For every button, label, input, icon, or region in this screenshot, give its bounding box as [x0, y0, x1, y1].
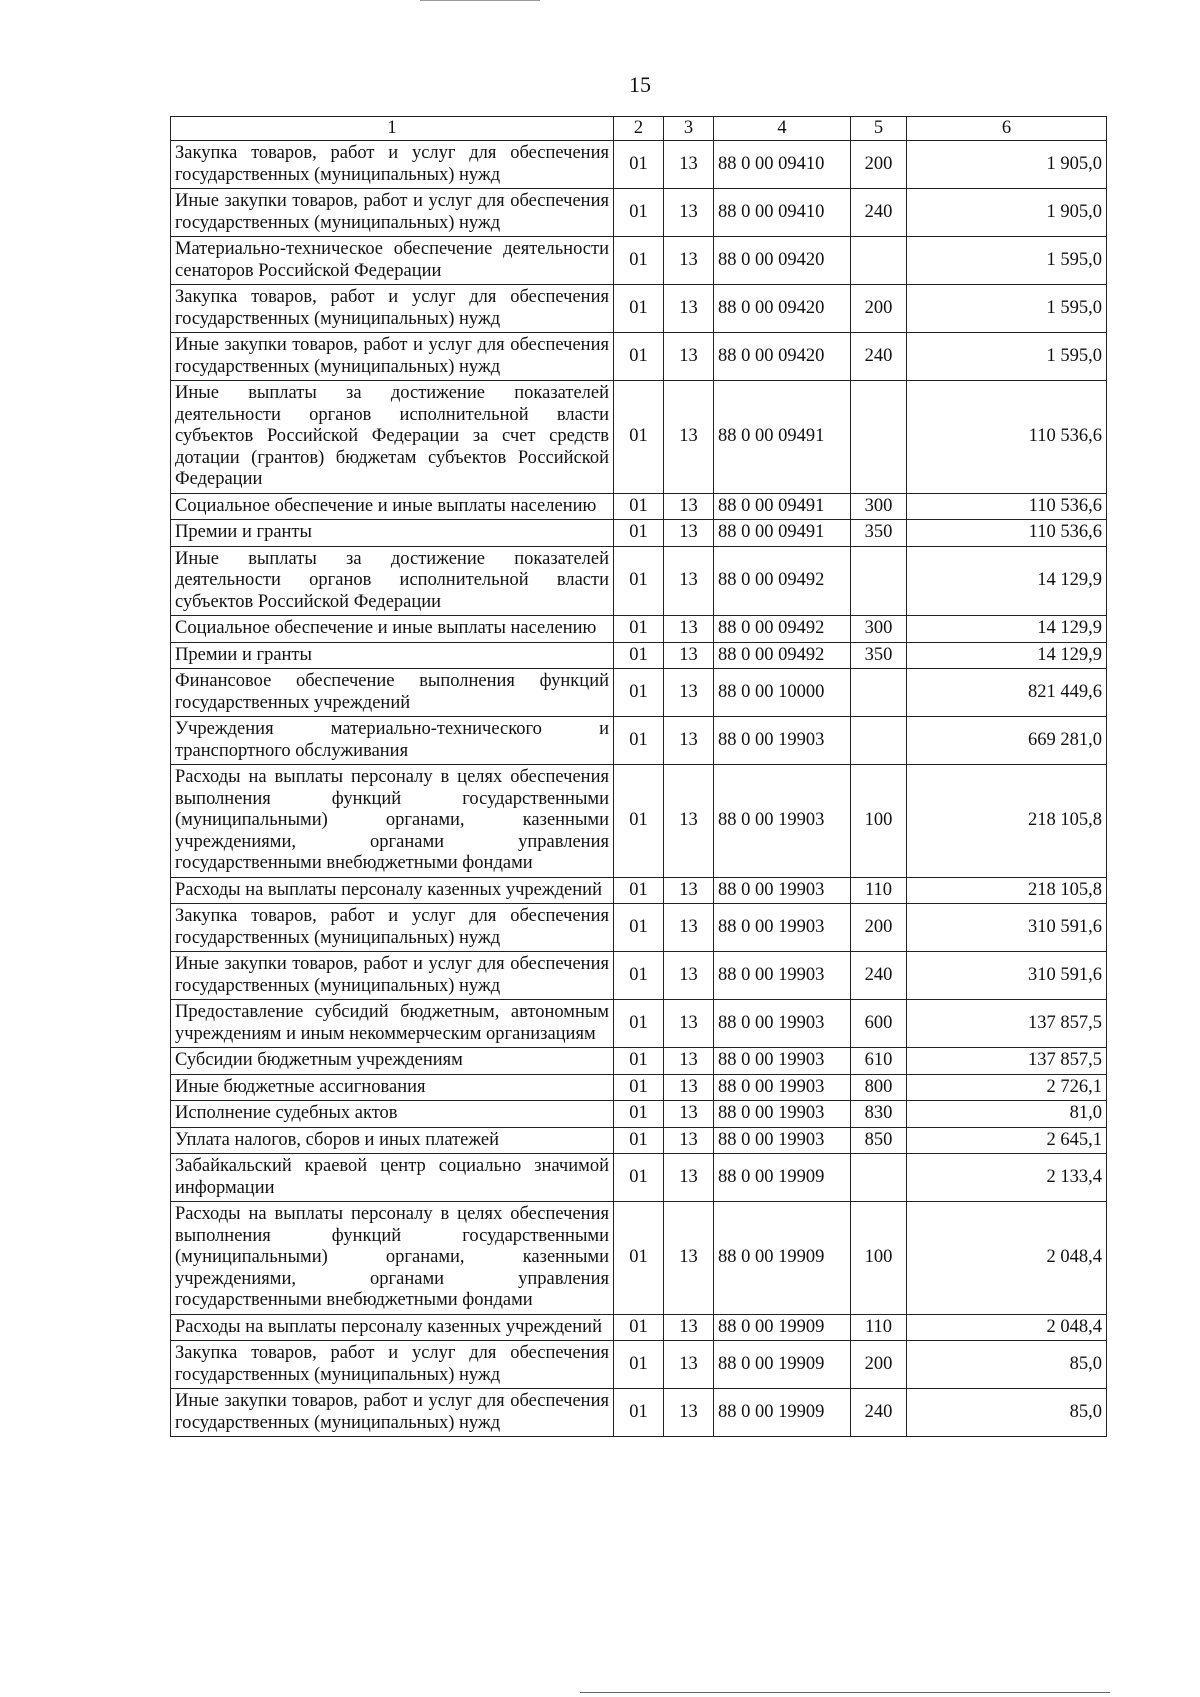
row-amount-cell: 218 105,8: [907, 765, 1107, 878]
table-row: [171, 493, 1107, 520]
row-amount-cell: 110 536,6: [907, 381, 1107, 494]
row-section-cell: 01: [614, 333, 664, 381]
row-section-cell: 01: [614, 1202, 664, 1315]
row-target-code-cell: 88 0 00 19903: [714, 1127, 851, 1154]
row-target-code-cell: 88 0 00 19909: [714, 1389, 851, 1437]
table-row: [171, 642, 1107, 669]
row-amount-cell: 1 595,0: [907, 285, 1107, 333]
row-subsection-cell: 13: [664, 1048, 714, 1075]
header-cell-4: 4: [714, 117, 851, 141]
row-section-cell: 01: [614, 1048, 664, 1075]
row-target-code-cell: 88 0 00 19909: [714, 1154, 851, 1202]
row-name-cell: Закупка товаров, работ и услуг для обеспечения государственных (муниципальных) нужд: [171, 1341, 614, 1389]
table-row: [171, 877, 1107, 904]
row-expense-type-cell: 850: [851, 1127, 907, 1154]
row-amount-cell: 85,0: [907, 1389, 1107, 1437]
row-amount-cell: 2 645,1: [907, 1127, 1107, 1154]
row-name-cell: Материально-техническое обеспечение деятельности сенаторов Российской Федерации: [171, 237, 614, 285]
row-amount-cell: 14 129,9: [907, 546, 1107, 616]
row-expense-type-cell: 300: [851, 616, 907, 643]
row-target-code-cell: 88 0 00 10000: [714, 669, 851, 717]
row-section-cell: 01: [614, 717, 664, 765]
row-target-code-cell: 88 0 00 09492: [714, 616, 851, 643]
row-target-code-cell: 88 0 00 19909: [714, 1341, 851, 1389]
row-target-code-cell: 88 0 00 09491: [714, 381, 851, 494]
row-subsection-cell: 13: [664, 669, 714, 717]
row-name-cell: Иные закупки товаров, работ и услуг для обеспечения государственных (муниципальных) нужд: [171, 952, 614, 1000]
row-target-code-cell: 88 0 00 19903: [714, 1074, 851, 1101]
row-section-cell: 01: [614, 1154, 664, 1202]
row-name-cell: Субсидии бюджетным учреждениям: [171, 1048, 614, 1075]
table-row: [171, 904, 1107, 952]
row-target-code-cell: 88 0 00 09492: [714, 546, 851, 616]
row-section-cell: 01: [614, 765, 664, 878]
row-subsection-cell: 13: [664, 1000, 714, 1048]
row-subsection-cell: 13: [664, 189, 714, 237]
row-section-cell: 01: [614, 1101, 664, 1128]
scan-edge-line-bottom: [580, 1692, 1110, 1693]
row-subsection-cell: 13: [664, 952, 714, 1000]
row-subsection-cell: 13: [664, 1389, 714, 1437]
row-subsection-cell: 13: [664, 1341, 714, 1389]
row-amount-cell: 110 536,6: [907, 493, 1107, 520]
row-subsection-cell: 13: [664, 1314, 714, 1341]
row-subsection-cell: 13: [664, 1154, 714, 1202]
row-subsection-cell: 13: [664, 616, 714, 643]
row-target-code-cell: 88 0 00 09410: [714, 141, 851, 189]
row-subsection-cell: 13: [664, 642, 714, 669]
row-section-cell: 01: [614, 285, 664, 333]
row-name-cell: Расходы на выплаты персоналу в целях обеспечения выполнения функций государственными (муниципальными) органами, казенными учреждениями, органами управления государственными внебюджетными фондами: [171, 1202, 614, 1315]
table-header-row: [171, 117, 1107, 141]
table-row: [171, 1341, 1107, 1389]
row-section-cell: 01: [614, 669, 664, 717]
row-subsection-cell: 13: [664, 717, 714, 765]
row-target-code-cell: 88 0 00 09491: [714, 520, 851, 547]
header-cell-5: 5: [851, 117, 907, 141]
row-name-cell: Закупка товаров, работ и услуг для обеспечения государственных (муниципальных) нужд: [171, 285, 614, 333]
row-subsection-cell: 13: [664, 1074, 714, 1101]
row-target-code-cell: 88 0 00 09420: [714, 333, 851, 381]
row-expense-type-cell: [851, 237, 907, 285]
row-expense-type-cell: 350: [851, 642, 907, 669]
row-expense-type-cell: 200: [851, 904, 907, 952]
row-target-code-cell: 88 0 00 19903: [714, 1101, 851, 1128]
row-subsection-cell: 13: [664, 546, 714, 616]
row-amount-cell: 110 536,6: [907, 520, 1107, 547]
row-expense-type-cell: 110: [851, 1314, 907, 1341]
table-row: [171, 1202, 1107, 1315]
row-target-code-cell: 88 0 00 19903: [714, 1000, 851, 1048]
row-expense-type-cell: 110: [851, 877, 907, 904]
table-row: [171, 1074, 1107, 1101]
row-subsection-cell: 13: [664, 1202, 714, 1315]
table-row: [171, 952, 1107, 1000]
row-expense-type-cell: 240: [851, 333, 907, 381]
row-amount-cell: 310 591,6: [907, 904, 1107, 952]
budget-table-body: [171, 117, 1107, 1437]
row-section-cell: 01: [614, 642, 664, 669]
row-target-code-cell: 88 0 00 19909: [714, 1202, 851, 1315]
table-row: [171, 141, 1107, 189]
row-expense-type-cell: 200: [851, 141, 907, 189]
table-row: [171, 546, 1107, 616]
table-row: [171, 669, 1107, 717]
header-cell-3: 3: [664, 117, 714, 141]
row-name-cell: Премии и гранты: [171, 642, 614, 669]
table-row: [171, 381, 1107, 494]
row-expense-type-cell: [851, 546, 907, 616]
header-cell-6: 6: [907, 117, 1107, 141]
row-subsection-cell: 13: [664, 141, 714, 189]
row-name-cell: Расходы на выплаты персоналу казенных учреждений: [171, 877, 614, 904]
table-row: [171, 189, 1107, 237]
row-expense-type-cell: 240: [851, 1389, 907, 1437]
row-amount-cell: 85,0: [907, 1341, 1107, 1389]
row-amount-cell: 1 595,0: [907, 237, 1107, 285]
row-amount-cell: 218 105,8: [907, 877, 1107, 904]
row-section-cell: 01: [614, 1341, 664, 1389]
row-expense-type-cell: 240: [851, 952, 907, 1000]
row-expense-type-cell: 800: [851, 1074, 907, 1101]
table-row: [171, 616, 1107, 643]
table-row: [171, 520, 1107, 547]
row-amount-cell: 2 726,1: [907, 1074, 1107, 1101]
row-name-cell: Иные закупки товаров, работ и услуг для обеспечения государственных (муниципальных) нужд: [171, 333, 614, 381]
row-expense-type-cell: 100: [851, 1202, 907, 1315]
table-row: [171, 237, 1107, 285]
row-section-cell: 01: [614, 904, 664, 952]
row-name-cell: Социальное обеспечение и иные выплаты населению: [171, 616, 614, 643]
row-target-code-cell: 88 0 00 09420: [714, 285, 851, 333]
row-section-cell: 01: [614, 877, 664, 904]
row-name-cell: Предоставление субсидий бюджетным, автономным учреждениям и иным некоммерческим организациям: [171, 1000, 614, 1048]
row-section-cell: 01: [614, 520, 664, 547]
row-name-cell: Иные выплаты за достижение показателей деятельности органов исполнительной власти субъектов Российской Федерации за счет средств дотации (грантов) бюджетам субъектов Российской Федерации: [171, 381, 614, 494]
row-amount-cell: 669 281,0: [907, 717, 1107, 765]
row-name-cell: Премии и гранты: [171, 520, 614, 547]
table-row: [171, 1389, 1107, 1437]
row-expense-type-cell: 200: [851, 285, 907, 333]
row-subsection-cell: 13: [664, 877, 714, 904]
row-amount-cell: 310 591,6: [907, 952, 1107, 1000]
row-section-cell: 01: [614, 1314, 664, 1341]
row-section-cell: 01: [614, 1000, 664, 1048]
row-subsection-cell: 13: [664, 381, 714, 494]
row-amount-cell: 2 133,4: [907, 1154, 1107, 1202]
row-name-cell: Уплата налогов, сборов и иных платежей: [171, 1127, 614, 1154]
table-row: [171, 285, 1107, 333]
row-section-cell: 01: [614, 546, 664, 616]
row-section-cell: 01: [614, 237, 664, 285]
row-subsection-cell: 13: [664, 765, 714, 878]
row-section-cell: 01: [614, 381, 664, 494]
row-name-cell: Учреждения материально-технического и транспортного обслуживания: [171, 717, 614, 765]
row-name-cell: Закупка товаров, работ и услуг для обеспечения государственных (муниципальных) нужд: [171, 141, 614, 189]
row-name-cell: Иные бюджетные ассигнования: [171, 1074, 614, 1101]
row-section-cell: 01: [614, 952, 664, 1000]
row-amount-cell: 1 595,0: [907, 333, 1107, 381]
header-cell-1: 1: [171, 117, 614, 141]
row-section-cell: 01: [614, 1127, 664, 1154]
row-amount-cell: 2 048,4: [907, 1314, 1107, 1341]
row-amount-cell: 14 129,9: [907, 616, 1107, 643]
row-amount-cell: 1 905,0: [907, 141, 1107, 189]
row-expense-type-cell: 830: [851, 1101, 907, 1128]
row-subsection-cell: 13: [664, 904, 714, 952]
row-target-code-cell: 88 0 00 19909: [714, 1314, 851, 1341]
row-subsection-cell: 13: [664, 493, 714, 520]
table-row: [171, 1314, 1107, 1341]
row-subsection-cell: 13: [664, 237, 714, 285]
row-amount-cell: 137 857,5: [907, 1000, 1107, 1048]
row-subsection-cell: 13: [664, 520, 714, 547]
row-amount-cell: 2 048,4: [907, 1202, 1107, 1315]
row-name-cell: Иные выплаты за достижение показателей деятельности органов исполнительной власти субъектов Российской Федерации: [171, 546, 614, 616]
row-subsection-cell: 13: [664, 285, 714, 333]
row-expense-type-cell: [851, 717, 907, 765]
page-number: 15: [629, 72, 651, 97]
row-name-cell: Исполнение судебных актов: [171, 1101, 614, 1128]
row-expense-type-cell: [851, 669, 907, 717]
row-name-cell: Иные закупки товаров, работ и услуг для обеспечения государственных (муниципальных) нужд: [171, 189, 614, 237]
row-expense-type-cell: 240: [851, 189, 907, 237]
row-section-cell: 01: [614, 1389, 664, 1437]
row-name-cell: Социальное обеспечение и иные выплаты населению: [171, 493, 614, 520]
row-expense-type-cell: [851, 1154, 907, 1202]
row-target-code-cell: 88 0 00 19903: [714, 904, 851, 952]
table-row: [171, 1048, 1107, 1075]
row-amount-cell: 137 857,5: [907, 1048, 1107, 1075]
row-expense-type-cell: 350: [851, 520, 907, 547]
row-subsection-cell: 13: [664, 1127, 714, 1154]
row-expense-type-cell: 100: [851, 765, 907, 878]
table-row: [171, 1127, 1107, 1154]
row-target-code-cell: 88 0 00 09420: [714, 237, 851, 285]
row-target-code-cell: 88 0 00 19903: [714, 952, 851, 1000]
row-expense-type-cell: 600: [851, 1000, 907, 1048]
row-target-code-cell: 88 0 00 19903: [714, 765, 851, 878]
row-expense-type-cell: 300: [851, 493, 907, 520]
budget-table: [170, 116, 1107, 1437]
row-subsection-cell: 13: [664, 1101, 714, 1128]
row-target-code-cell: 88 0 00 19903: [714, 717, 851, 765]
row-section-cell: 01: [614, 141, 664, 189]
table-row: [171, 1000, 1107, 1048]
table-row: [171, 333, 1107, 381]
row-target-code-cell: 88 0 00 09492: [714, 642, 851, 669]
row-amount-cell: 1 905,0: [907, 189, 1107, 237]
table-row: [171, 765, 1107, 878]
scan-edge-line: [420, 0, 540, 1]
row-target-code-cell: 88 0 00 19903: [714, 1048, 851, 1075]
row-name-cell: Финансовое обеспечение выполнения функций государственных учреждений: [171, 669, 614, 717]
row-target-code-cell: 88 0 00 19903: [714, 877, 851, 904]
table-row: [171, 1101, 1107, 1128]
row-expense-type-cell: 200: [851, 1341, 907, 1389]
row-section-cell: 01: [614, 1074, 664, 1101]
row-name-cell: Расходы на выплаты персоналу казенных учреждений: [171, 1314, 614, 1341]
row-name-cell: Закупка товаров, работ и услуг для обеспечения государственных (муниципальных) нужд: [171, 904, 614, 952]
row-amount-cell: 821 449,6: [907, 669, 1107, 717]
row-amount-cell: 14 129,9: [907, 642, 1107, 669]
row-section-cell: 01: [614, 189, 664, 237]
row-subsection-cell: 13: [664, 333, 714, 381]
table-row: [171, 1154, 1107, 1202]
row-section-cell: 01: [614, 616, 664, 643]
row-name-cell: Забайкальский краевой центр социально значимой информации: [171, 1154, 614, 1202]
row-amount-cell: 81,0: [907, 1101, 1107, 1128]
table-row: [171, 717, 1107, 765]
row-section-cell: 01: [614, 493, 664, 520]
row-target-code-cell: 88 0 00 09491: [714, 493, 851, 520]
header-cell-2: 2: [614, 117, 664, 141]
row-name-cell: Расходы на выплаты персоналу в целях обеспечения выполнения функций государственными (муниципальными) органами, казенными учреждениями, органами управления государственными внебюджетными фондами: [171, 765, 614, 878]
row-expense-type-cell: [851, 381, 907, 494]
row-name-cell: Иные закупки товаров, работ и услуг для обеспечения государственных (муниципальных) нужд: [171, 1389, 614, 1437]
row-target-code-cell: 88 0 00 09410: [714, 189, 851, 237]
row-expense-type-cell: 610: [851, 1048, 907, 1075]
